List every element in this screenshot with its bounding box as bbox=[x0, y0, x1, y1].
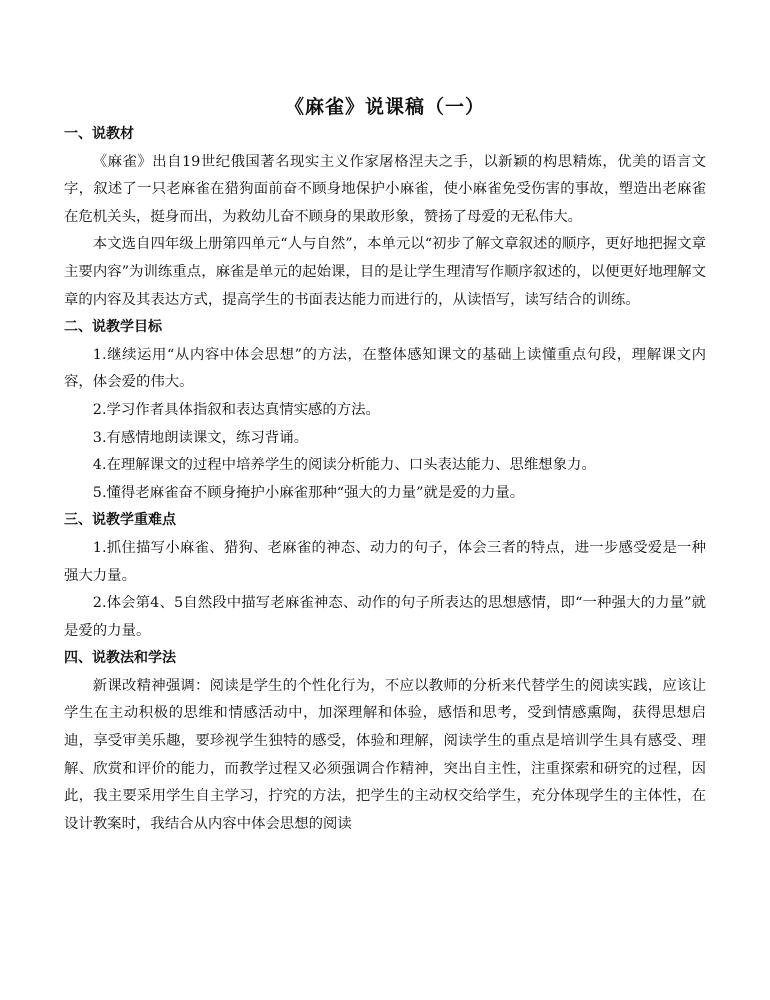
paragraph: 新课改精神强调：阅读是学生的个性化行为，不应以教师的分析来代替学生的阅读实践，应该让学生在主动积极的思维和情感活动中，加深理解和体验，感悟和思考，受到情感熏陶，获得思想启迪，享受审美乐趣，要珍视学生独特的感受，体验和理解，阅读学生的重点是培训学生具有感受、理解、欣赏和评价的能力，而教学过程又必须强调合作精神，突出自主性，注重探索和研究的过程，因此，我主要采用学生自主学习，拧究的方法，把学生的主动权交给学生，充分体现学生的主体性，在设计教案时，我结合从内容中体会思想的阅读 bbox=[64, 677, 706, 832]
objective-item: 3.有感情地朗读课文，练习背诵。 bbox=[92, 429, 308, 446]
paragraph: 《麻雀》出自19世纪俄国著名现实主义作家屠格涅夫之手，以新颖的构思精炼，优美的语言文字，叙述了一只老麻雀在猎狗面前奋不顾身地保护小麻雀，使小麻雀免受伤害的事故，塑造出老麻雀在危机关头，挺身而出，为救幼儿奋不顾身的果敢形象，赞扬了母爱的无私伟大。 bbox=[64, 153, 706, 225]
objective-item: 2.学习作者具体指叙和表达真情实感的方法。 bbox=[92, 401, 380, 418]
objective-item: 4.在理解课文的过程中培养学生的阅读分析能力、口头表达能力、思维想象力。 bbox=[92, 457, 596, 474]
section-heading-3: 三、说教学重难点 bbox=[64, 512, 176, 529]
document-title: 《麻雀》说课稿（一） bbox=[284, 96, 485, 118]
section-heading-2: 二、说教学目标 bbox=[64, 319, 162, 336]
keypoint-item: 2.体会第4、5自然段中描写老麻雀神态、动作的句子所表达的思想感情，即“一种强大的力量”就是爱的力量。 bbox=[64, 595, 706, 639]
section-heading-4: 四、说教法和学法 bbox=[64, 650, 176, 667]
objective-item: 1.继续运用“从内容中体会思想”的方法，在整体感知课文的基础上读懂重点句段，理解课文内容，体会爱的伟大。 bbox=[64, 346, 706, 391]
section-heading-1: 一、说教材 bbox=[64, 126, 134, 142]
paragraph: 本文选自四年级上册第四单元“人与自然”，本单元以“初步了解文章叙述的顺序，更好地把握文章主要内容”为训练重点，麻雀是单元的起始课，目的是让学生理清写作顺序叙述的，以便更好地理解文章的内容及其表达方式，提高学生的书面表达能力而进行的，从读悟写，读写结合的训练。 bbox=[64, 236, 706, 308]
document-body bbox=[64, 121, 706, 838]
keypoint-item: 1.抓住描写小麻雀、猎狗、老麻雀的神态、动力的句子，体会三者的特点，进一步感受爱是一种强大力量。 bbox=[64, 539, 706, 584]
objective-item: 5.懂得老麻雀奋不顾身掩护小麻雀那种“强大的力量”就是爱的力量。 bbox=[92, 484, 525, 501]
